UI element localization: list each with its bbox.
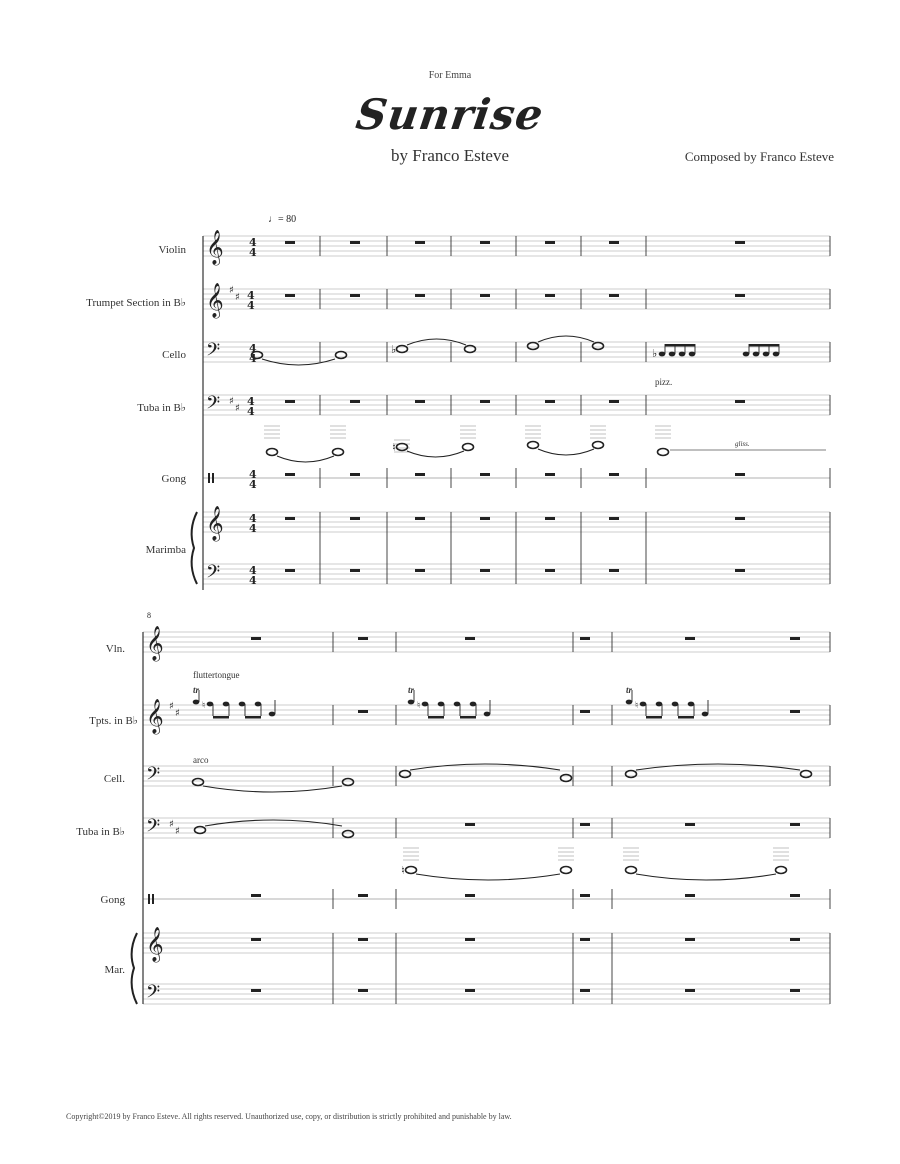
whole-note — [528, 442, 539, 449]
key-sharp: ♯ — [175, 826, 180, 837]
label-trumpet: Trumpet Section in B♭ — [86, 297, 186, 309]
whole-note — [801, 771, 812, 778]
whole-rest — [545, 473, 555, 476]
tpt-eighths-b-notehead — [470, 702, 477, 707]
whole-note — [343, 779, 354, 786]
perc-clef — [148, 894, 150, 904]
whole-rest — [545, 241, 555, 244]
whole-rest — [685, 823, 695, 826]
whole-note — [626, 771, 637, 778]
whole-rest — [350, 473, 360, 476]
whole-rest — [609, 241, 619, 244]
cello-eighths-a-notehead — [689, 352, 696, 357]
tpt-eighths-a-notehead — [207, 702, 214, 707]
whole-note — [593, 343, 604, 350]
whole-rest — [480, 517, 490, 520]
whole-rest — [415, 400, 425, 403]
tpt-eighths-a-beam — [646, 716, 662, 719]
whole-note — [465, 346, 476, 353]
label-gong-abbr: Gong — [100, 894, 125, 906]
whole-rest — [790, 823, 800, 826]
whole-rest — [285, 400, 295, 403]
time-sig-bottom: 4 — [249, 574, 257, 587]
treble-clef: 𝄞 — [206, 506, 224, 541]
whole-rest — [480, 569, 490, 572]
whole-note — [463, 444, 474, 451]
whole-rest — [285, 241, 295, 244]
tpt-eighths-b-beam — [245, 716, 261, 719]
pizz-direction: pizz. — [655, 377, 673, 387]
label-vln-abbr: Vln. — [105, 643, 125, 655]
whole-rest — [465, 894, 475, 897]
gliss-direction: gliss. — [735, 440, 750, 448]
whole-rest — [580, 710, 590, 713]
tpt-eighths-a-notehead — [438, 702, 445, 707]
whole-note — [626, 867, 637, 874]
natural: ♮ — [635, 701, 639, 711]
whole-rest — [480, 473, 490, 476]
natural: ♮ — [401, 864, 405, 877]
whole-rest — [735, 400, 745, 403]
treble-clef: 𝄞 — [146, 626, 164, 661]
cello-eighths-a-beam — [665, 344, 695, 347]
treble-clef: 𝄞 — [206, 230, 224, 265]
tpt-eighths-a-notehead — [640, 702, 647, 707]
tpt-eighths-a-notehead — [656, 702, 663, 707]
bass-clef: 𝄢 — [206, 562, 221, 587]
whole-rest — [480, 400, 490, 403]
whole-note — [336, 352, 347, 359]
dedication: For Emma — [428, 70, 472, 81]
label-tuba-abbr: Tuba in B♭ — [76, 826, 125, 838]
perc-clef — [208, 473, 210, 483]
whole-rest — [350, 569, 360, 572]
label-tpts-abbr: Tpts. in B♭ — [89, 715, 138, 727]
whole-rest — [580, 989, 590, 992]
label-gong: Gong — [161, 473, 186, 485]
time-sig-bottom: 4 — [249, 478, 257, 491]
natural: ♮ — [392, 441, 396, 454]
whole-rest — [580, 894, 590, 897]
tpt-notehead — [626, 700, 633, 705]
cello-eighths-a-notehead — [659, 352, 666, 357]
score-title: Sunrise — [353, 90, 547, 139]
whole-rest — [480, 241, 490, 244]
whole-rest — [580, 637, 590, 640]
natural: ♮ — [202, 701, 206, 711]
bass-clef: 𝄢 — [146, 816, 161, 841]
whole-rest — [251, 637, 261, 640]
label-tuba: Tuba in B♭ — [137, 402, 186, 414]
whole-rest — [790, 989, 800, 992]
whole-rest — [609, 517, 619, 520]
whole-note — [195, 827, 206, 834]
cello-eighths-b-notehead — [753, 352, 760, 357]
whole-rest — [358, 989, 368, 992]
whole-rest — [609, 569, 619, 572]
whole-rest — [609, 473, 619, 476]
time-sig-bottom: 4 — [249, 246, 257, 259]
whole-rest — [285, 473, 295, 476]
tpt-eighths-b-notehead — [688, 702, 695, 707]
tie — [636, 874, 776, 880]
whole-note — [658, 449, 669, 456]
label-marimba: Marimba — [145, 544, 186, 556]
time-sig-bottom: 4 — [249, 522, 257, 535]
tie — [416, 874, 560, 880]
whole-note — [397, 444, 408, 451]
tpt-eighths-b-beam — [460, 716, 476, 719]
whole-rest — [685, 894, 695, 897]
trill-mark-3: tr — [626, 685, 633, 695]
tie — [203, 786, 342, 792]
tie — [538, 336, 594, 342]
tpt-eighths-a-beam — [213, 716, 229, 719]
cello-eighths-b-notehead — [773, 352, 780, 357]
tpt-quarter — [484, 712, 491, 717]
tpt-notehead — [193, 700, 200, 705]
whole-rest — [480, 294, 490, 297]
whole-rest — [465, 637, 475, 640]
treble-clef: 𝄞 — [146, 699, 164, 734]
whole-note — [333, 449, 344, 456]
cello-eighths-b-notehead — [743, 352, 750, 357]
whole-rest — [350, 294, 360, 297]
label-mar-abbr: Mar. — [104, 964, 125, 976]
tpt-eighths-a-beam — [428, 716, 444, 719]
whole-rest — [735, 294, 745, 297]
whole-note — [343, 831, 354, 838]
tie — [636, 764, 800, 770]
tie — [410, 764, 560, 770]
whole-rest — [545, 569, 555, 572]
label-cell-abbr: Cell. — [103, 773, 125, 785]
whole-note — [593, 442, 604, 449]
whole-rest — [685, 637, 695, 640]
marimba-brace — [192, 512, 197, 584]
tpt-eighths-b-notehead — [239, 702, 246, 707]
whole-rest — [790, 710, 800, 713]
whole-note — [267, 449, 278, 456]
label-violin: Violin — [158, 244, 186, 256]
cello-eighths-a-notehead — [679, 352, 686, 357]
whole-rest — [358, 710, 368, 713]
time-sig-top: 4 — [249, 564, 257, 577]
treble-clef: 𝄞 — [206, 283, 224, 318]
whole-note — [561, 775, 572, 782]
whole-rest — [545, 517, 555, 520]
whole-rest — [251, 938, 261, 941]
whole-rest — [415, 294, 425, 297]
whole-rest — [415, 569, 425, 572]
tempo-mark: ♩= 80 — [268, 214, 297, 225]
whole-note — [406, 867, 417, 874]
trill-mark-2: tr — [408, 685, 415, 695]
whole-rest — [735, 569, 745, 572]
whole-rest — [685, 938, 695, 941]
bass-clef: 𝄢 — [206, 393, 221, 418]
label-cello: Cello — [162, 349, 186, 361]
time-sig-top: 4 — [249, 342, 257, 355]
treble-clef: 𝄞 — [146, 927, 164, 962]
cello-eighths-b-notehead — [763, 352, 770, 357]
cello-eighths-b-beam — [749, 344, 779, 347]
key-sharp: ♯ — [169, 819, 174, 830]
trill-mark-1: tr — [193, 685, 200, 695]
whole-rest — [580, 938, 590, 941]
mar-brace — [132, 933, 137, 1004]
whole-rest — [415, 241, 425, 244]
whole-rest — [415, 473, 425, 476]
whole-rest — [465, 938, 475, 941]
whole-rest — [350, 517, 360, 520]
tpt-quarter — [269, 712, 276, 717]
whole-rest — [735, 473, 745, 476]
whole-rest — [285, 294, 295, 297]
whole-note — [193, 779, 204, 786]
whole-rest — [415, 517, 425, 520]
flat: ♭ — [652, 347, 658, 360]
perc-clef — [212, 473, 214, 483]
whole-rest — [790, 938, 800, 941]
bass-clef: 𝄢 — [146, 982, 161, 1007]
whole-rest — [790, 637, 800, 640]
tpt-eighths-a-notehead — [422, 702, 429, 707]
whole-rest — [685, 989, 695, 992]
tpt-eighths-a-notehead — [223, 702, 230, 707]
key-sharp: ♯ — [229, 396, 234, 407]
key-sharp: ♯ — [235, 403, 240, 414]
cello-eighths-a-notehead — [669, 352, 676, 357]
time-sig-top: 4 — [247, 289, 255, 302]
copyright-notice: Copyright©2019 by Franco Esteve. All rights reserved. Unauthorized use, copy, or distribution is strictly prohibited and punishable by law. — [66, 1112, 512, 1121]
tie — [277, 456, 334, 462]
perc-clef — [152, 894, 154, 904]
whole-rest — [251, 894, 261, 897]
whole-rest — [609, 294, 619, 297]
composer-credit: Composed by Franco Esteve — [684, 149, 834, 164]
time-sig-bottom: 4 — [247, 405, 255, 418]
whole-note — [400, 771, 411, 778]
time-sig-top: 4 — [249, 468, 257, 481]
bass-clef: 𝄢 — [146, 764, 161, 789]
whole-rest — [465, 823, 475, 826]
tie — [538, 449, 594, 455]
whole-rest — [285, 517, 295, 520]
flat: ♭ — [391, 343, 397, 356]
time-sig-top: 4 — [249, 512, 257, 525]
tpt-eighths-b-notehead — [454, 702, 461, 707]
whole-rest — [580, 823, 590, 826]
score-subtitle: by Franco Esteve — [390, 146, 510, 165]
time-sig-top: 4 — [249, 236, 257, 249]
whole-rest — [350, 241, 360, 244]
tpt-eighths-b-notehead — [255, 702, 262, 707]
whole-rest — [251, 989, 261, 992]
key-sharp: ♯ — [169, 701, 174, 712]
flutter-direction: fluttertongue — [193, 670, 240, 680]
whole-rest — [358, 894, 368, 897]
whole-rest — [735, 517, 745, 520]
tpt-eighths-b-beam — [678, 716, 694, 719]
whole-note — [776, 867, 787, 874]
whole-rest — [609, 400, 619, 403]
whole-note — [397, 346, 408, 353]
key-sharp: ♯ — [175, 708, 180, 719]
whole-rest — [358, 938, 368, 941]
whole-rest — [545, 294, 555, 297]
whole-rest — [545, 400, 555, 403]
measure-number: 8 — [147, 611, 151, 620]
bass-clef: 𝄢 — [206, 340, 221, 365]
arco-direction: arco — [193, 755, 209, 765]
whole-rest — [285, 569, 295, 572]
whole-rest — [358, 637, 368, 640]
whole-note — [561, 867, 572, 874]
natural: ♮ — [417, 701, 421, 711]
whole-rest — [735, 241, 745, 244]
tpt-quarter — [702, 712, 709, 717]
time-sig-top: 4 — [247, 395, 255, 408]
time-sig-bottom: 4 — [249, 352, 257, 365]
tpt-notehead — [408, 700, 415, 705]
key-sharp: ♯ — [229, 285, 234, 296]
whole-rest — [790, 894, 800, 897]
tpt-eighths-b-notehead — [672, 702, 679, 707]
time-sig-bottom: 4 — [247, 299, 255, 312]
tie — [407, 451, 464, 457]
whole-rest — [350, 400, 360, 403]
whole-note — [528, 343, 539, 350]
key-sharp: ♯ — [235, 292, 240, 303]
whole-rest — [465, 989, 475, 992]
